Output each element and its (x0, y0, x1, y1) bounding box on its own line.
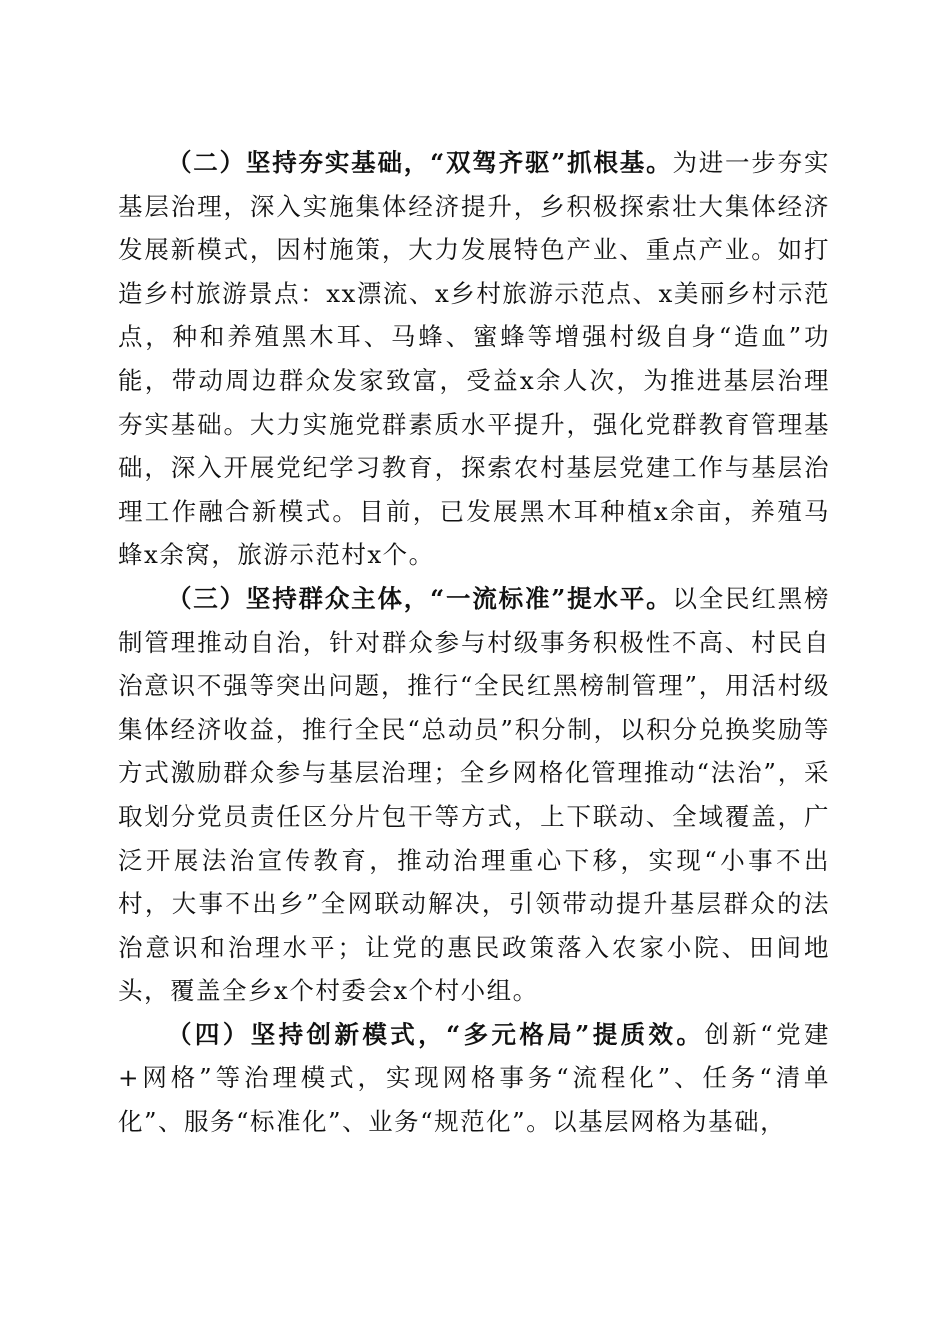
paragraph-4-text: 创新“党建+网格”等治理模式，实现网格事务“流程化”、任务“清单化”、服务“标准化”、业务“规范化”。以基层网格为基础， (118, 1019, 830, 1137)
paragraph-3 (118, 577, 830, 1013)
paragraph-4 (118, 1013, 830, 1144)
paragraph-2-heading: （二）坚持夯实基础，“双驾齐驱”抓根基。 (167, 148, 673, 177)
paragraph-3-text: 以全民红黑榜制管理推动自治，针对群众参与村级事务积极性不高、村民自治意识不强等突出问题，推行“全民红黑榜制管理”，用活村级集体经济收益，推行全民“总动员”积分制，以积分兑换奖励等方式激励群众参与基层治理；全乡网格化管理推动“法治”，采取划分党员责任区分片包干等方式，上下联动、全域覆盖，广泛开展法治宣传教育，推动治理重心下移，实现“小事不出村，大事不出乡”全网联动解决，引领带动提升基层群众的法治意识和治理水平；让党的惠民政策落入农家小院、田间地头，覆盖全乡x个村委会x个村小组。 (118, 583, 830, 1006)
paragraph-4-heading: （四）坚持创新模式，“多元格局”提质效。 (167, 1019, 705, 1049)
paragraph-3-heading: （三）坚持群众主体，“一流标准”提水平。 (167, 583, 673, 613)
paragraph-2 (118, 141, 830, 577)
paragraph-2-text: 为进一步夯实基层治理，深入实施集体经济提升，乡积极探索壮大集体经济发展新模式，因村施策，大力发展特色产业、重点产业。如打造乡村旅游景点：xx漂流、x乡村旅游示范点、x美丽乡村示范点，种和养殖黑木耳、马蜂、蜜蜂等增强村级自身“造血”功能，带动周边群众发家致富，受益x余人次，为推进基层治理夯实基础。大力实施党群素质水平提升，强化党群教育管理基础，深入开展党纪学习教育，探索农村基层党建工作与基层治理工作融合新模式。目前，已发展黑木耳种植x余亩，养殖马蜂x余窝，旅游示范村x个。 (118, 148, 830, 570)
document-body (118, 141, 830, 1144)
